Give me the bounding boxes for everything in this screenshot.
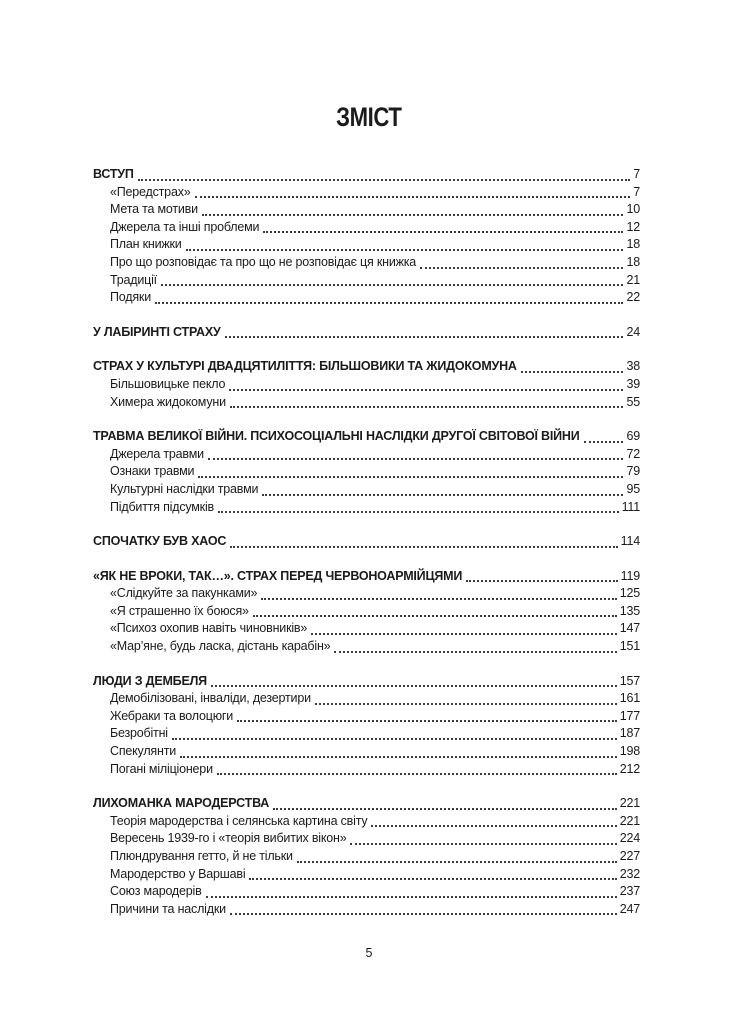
- toc-entry: [93, 533, 640, 551]
- dotted-leader: [172, 738, 617, 740]
- dotted-leader: [584, 441, 624, 443]
- dotted-leader: [218, 511, 619, 513]
- dotted-leader: [466, 580, 617, 582]
- toc-entry-page: 221: [619, 813, 640, 828]
- toc-entry: [93, 219, 640, 237]
- toc-entry: [93, 830, 640, 848]
- dotted-leader: [186, 249, 624, 251]
- dotted-leader: [161, 284, 624, 286]
- toc-entry: [93, 585, 640, 603]
- toc-entry: [93, 603, 640, 621]
- toc-entry-label: Джерела та інші проблеми: [110, 219, 260, 234]
- toc-entry: [93, 236, 640, 254]
- toc-entry-page: 79: [626, 464, 640, 479]
- toc-entry: [93, 446, 640, 464]
- toc-entry-label: «Психоз охопив навіть чиновників»: [110, 621, 308, 636]
- dotted-leader: [350, 843, 616, 845]
- dotted-leader: [230, 913, 617, 915]
- page-title-text: ЗМІСТ: [336, 102, 402, 132]
- dotted-leader: [138, 179, 631, 181]
- toc-entry-page: 12: [626, 219, 640, 234]
- dotted-leader: [206, 896, 617, 898]
- toc-entry-label: План книжки: [110, 237, 182, 252]
- toc-entry-page: 72: [626, 446, 640, 461]
- toc-entry: [93, 638, 640, 656]
- toc-entry-label: «Мар’яне, будь ласка, дістань карабін»: [110, 639, 331, 654]
- toc-entry: [93, 324, 640, 342]
- dotted-leader: [420, 267, 623, 269]
- toc-entry-page: 227: [619, 849, 640, 863]
- toc-entry-page: 237: [619, 884, 640, 899]
- toc-entry-page: 224: [619, 831, 640, 846]
- toc-entry-page: 24: [626, 324, 640, 339]
- dotted-leader: [155, 302, 624, 304]
- dotted-leader: [311, 633, 617, 635]
- toc-entry-label: «ЯК НЕ ВРОКИ, ТАК…». СТРАХ ПЕРЕД ЧЕРВОНОАРМІЙЦЯМИ: [93, 568, 463, 583]
- toc-entry-label: Традиції: [110, 272, 157, 287]
- dotted-leader: [263, 231, 623, 233]
- toc-entry: [93, 463, 640, 481]
- toc-entry-page: 18: [626, 237, 640, 252]
- toc-entry: [93, 499, 640, 517]
- toc-entry-label: Союз мародерів: [110, 884, 202, 899]
- toc-entry-label: У ЛАБІРИНТІ СТРАХУ: [93, 324, 221, 339]
- toc-entry-page: 232: [619, 866, 640, 881]
- toc-entry-label: Мародерство у Варшаві: [110, 866, 246, 881]
- toc-entry: [93, 708, 640, 726]
- toc-entry-page: 7: [633, 184, 640, 199]
- toc-entry-label: ТРАВМА ВЕЛИКОЇ ВІЙНИ. ПСИХОСОЦІАЛЬНІ НАСЛІДКИ ДРУГОЇ СВІТОВОЇ ВІЙНИ: [93, 429, 580, 444]
- toc-entry-label: Джерела травми: [110, 446, 204, 461]
- dotted-leader: [229, 389, 623, 391]
- toc-entry-page: 7: [633, 167, 640, 181]
- toc-entry-label: Безробітні: [110, 726, 168, 741]
- dotted-leader: [225, 336, 624, 338]
- toc-entry-page: 18: [626, 254, 640, 269]
- toc-entry-label: «Передстрах»: [110, 184, 191, 199]
- toc-entry-label: ВСТУП: [93, 167, 134, 181]
- toc-entry: [93, 254, 640, 272]
- dotted-leader: [237, 720, 617, 722]
- toc-entry-label: Погані міліціонери: [110, 761, 213, 776]
- toc-entry: [93, 725, 640, 743]
- toc-entry-page: 114: [620, 534, 640, 549]
- toc-entry-label: Спекулянти: [110, 744, 177, 759]
- toc-entry: [93, 866, 640, 884]
- toc-entry: [93, 848, 640, 866]
- toc-entry-page: 157: [619, 673, 640, 688]
- toc-entry-label: Ознаки травми: [110, 464, 195, 479]
- dotted-leader: [211, 685, 617, 687]
- toc-entry: [93, 376, 640, 394]
- dotted-leader: [198, 476, 623, 478]
- toc-entry: [93, 166, 640, 184]
- toc-entry-page: 111: [621, 499, 640, 514]
- dotted-leader: [249, 878, 616, 880]
- dotted-leader: [315, 703, 617, 705]
- toc-entry-page: 187: [619, 726, 640, 741]
- toc-entry: [93, 428, 640, 446]
- toc-entry: [93, 184, 640, 202]
- toc-entry: [93, 901, 640, 919]
- toc-entry-label: Підбиття підсумків: [110, 499, 214, 514]
- toc-entry-label: Більшовицьке пекло: [110, 376, 226, 391]
- dotted-leader: [334, 651, 616, 653]
- toc-entry: [93, 795, 640, 813]
- toc-entry-label: Мета та мотиви: [110, 202, 198, 217]
- toc-entry-page: 198: [619, 744, 640, 759]
- toc-entry: [93, 673, 640, 691]
- toc-entry: [93, 690, 640, 708]
- toc-entry-label: Демобілізовані, інваліди, дезертири: [110, 691, 311, 706]
- toc-entry: [93, 883, 640, 901]
- toc-list: [93, 166, 640, 918]
- toc-entry-label: Про що розповідає та про що не розповідає ця книжка: [110, 254, 417, 269]
- dotted-leader: [180, 756, 617, 758]
- toc-entry-label: Культурні наслідки травми: [110, 481, 259, 496]
- toc-entry-label: Теорія мародерства і селянська картина світу: [110, 813, 368, 828]
- toc-entry-label: ЛЮДИ З ДЕМБЕЛЯ: [93, 673, 207, 688]
- page-number: 5: [365, 946, 373, 960]
- toc-entry-page: 221: [619, 796, 640, 811]
- toc-entry-label: Жебраки та волоцюги: [110, 708, 234, 723]
- toc-entry-label: «Слідкуйте за пакунками»: [110, 586, 258, 601]
- dotted-leader: [261, 598, 616, 600]
- toc-entry-page: 119: [620, 568, 640, 583]
- dotted-leader: [230, 406, 624, 408]
- toc-entry: [93, 201, 640, 219]
- toc-entry-label: Подяки: [110, 290, 151, 305]
- toc-entry-page: 55: [626, 394, 640, 409]
- toc-entry-label: Плюндрування гетто, й не тільки: [110, 849, 293, 863]
- toc-entry: [93, 568, 640, 586]
- toc-entry: [93, 743, 640, 761]
- toc-entry-label: Вересень 1939-го і «теорія вибитих вікон»: [110, 831, 347, 846]
- dotted-leader: [262, 494, 623, 496]
- toc-entry-page: 38: [626, 359, 640, 374]
- page-title: [0, 102, 738, 133]
- toc-entry-page: 212: [619, 761, 640, 776]
- dotted-leader: [230, 546, 617, 548]
- toc-entry-page: 39: [626, 376, 640, 391]
- dotted-leader: [521, 371, 624, 373]
- toc-entry-page: 21: [626, 272, 640, 287]
- toc-entry-page: 135: [619, 603, 640, 618]
- dotted-leader: [217, 773, 617, 775]
- toc-entry-page: 151: [619, 639, 640, 654]
- toc-entry-page: 22: [626, 290, 640, 305]
- toc-entry-page: 95: [626, 481, 640, 496]
- dotted-leader: [273, 808, 617, 810]
- toc-entry-page: 10: [626, 202, 640, 217]
- dotted-leader: [208, 458, 624, 460]
- toc-entry: [93, 289, 640, 307]
- toc-entry: [93, 394, 640, 412]
- toc-entry: [93, 272, 640, 290]
- dotted-leader: [253, 615, 617, 617]
- toc-entry: [93, 761, 640, 779]
- toc-entry-label: ЛИХОМАНКА МАРОДЕРСТВА: [93, 796, 270, 811]
- dotted-leader: [371, 825, 616, 827]
- toc-entry-label: Химера жидокомуни: [110, 394, 226, 409]
- dotted-leader: [195, 196, 631, 198]
- toc-entry-page: 161: [619, 691, 640, 706]
- toc-entry: [93, 481, 640, 499]
- dotted-leader: [202, 214, 624, 216]
- toc-entry-label: СПОЧАТКУ БУВ ХАОС: [93, 534, 227, 549]
- dotted-leader: [297, 861, 617, 863]
- toc-entry-page: 177: [619, 708, 640, 723]
- toc-entry-page: 247: [619, 901, 640, 916]
- toc-entry-page: 147: [619, 621, 640, 636]
- toc-entry-page: 125: [619, 586, 640, 601]
- toc-entry: [93, 620, 640, 638]
- toc-entry-page: 69: [626, 429, 640, 444]
- toc-entry-label: Причини та наслідки: [110, 901, 226, 916]
- toc-entry-label: «Я страшенно їх боюся»: [110, 603, 249, 618]
- toc-entry: [93, 813, 640, 831]
- toc-entry: [93, 358, 640, 376]
- toc-entry-label: СТРАХ У КУЛЬТУРІ ДВАДЦЯТИЛІТТЯ: БІЛЬШОВИКИ ТА ЖИДОКОМУНА: [93, 359, 517, 374]
